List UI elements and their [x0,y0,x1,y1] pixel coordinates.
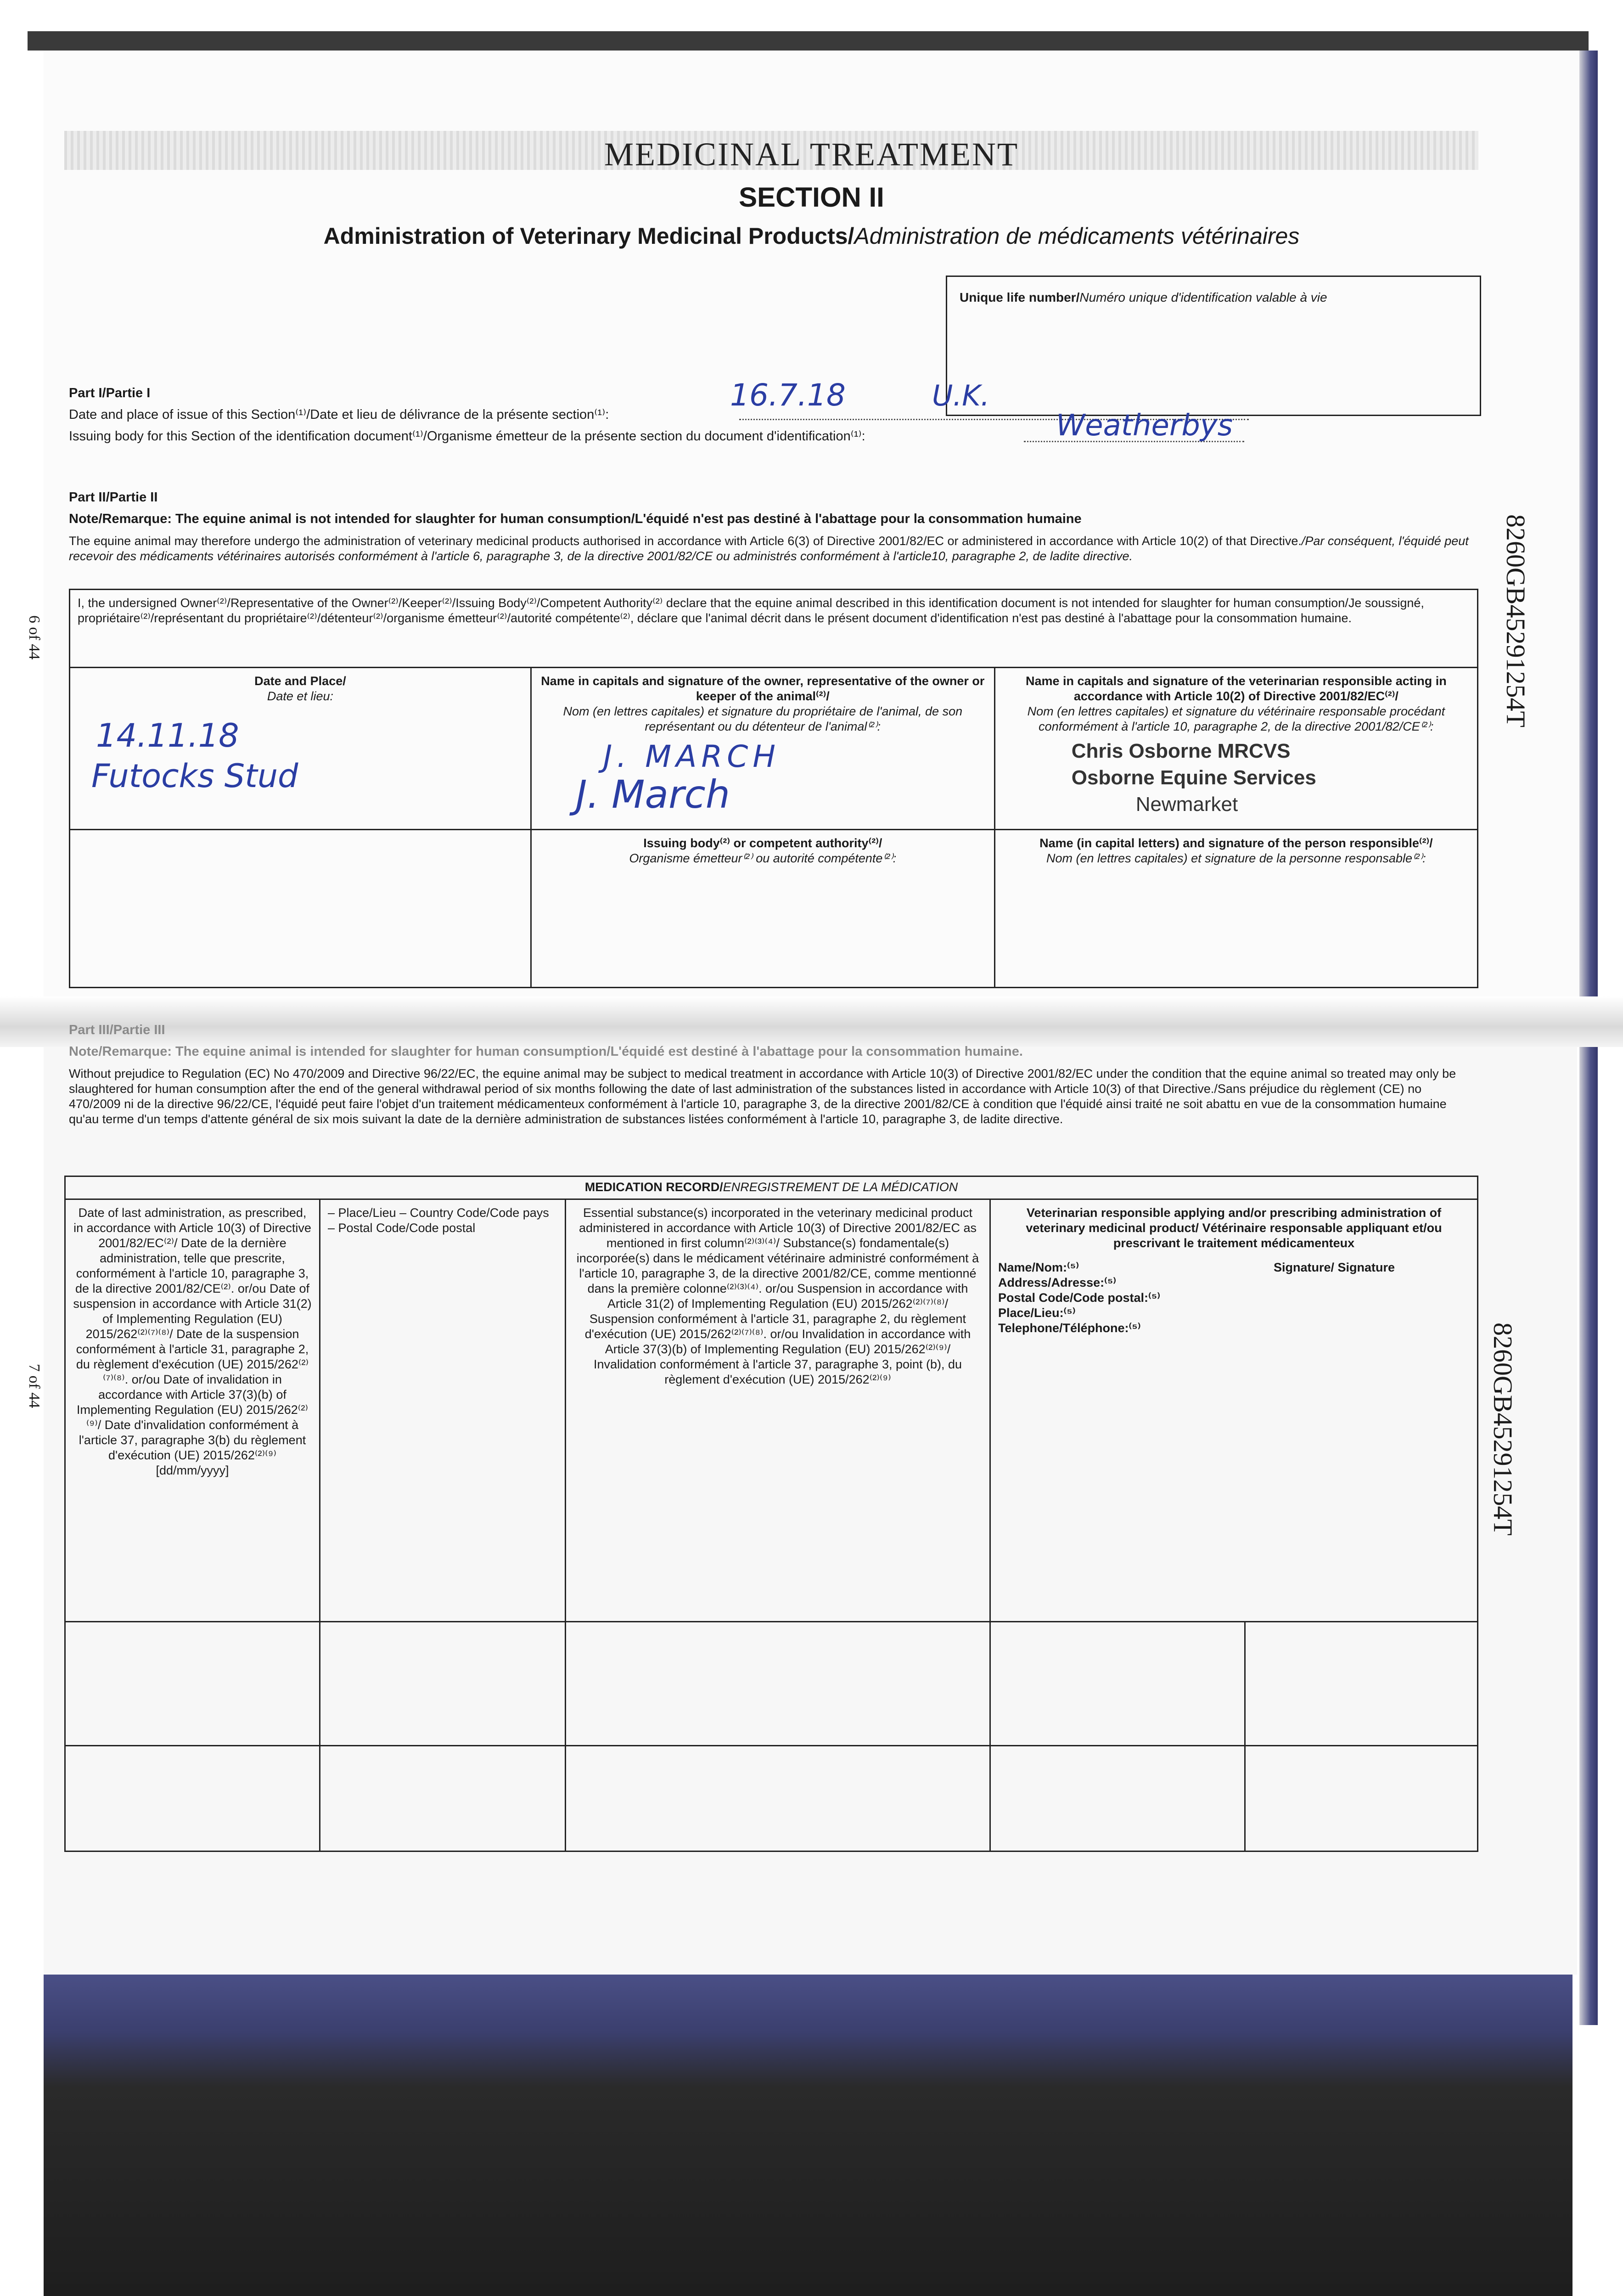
col1-header [78,674,523,704]
col2-en: Name in capitals and signature of the owner, representative of the owner or keeper of the animal⁽²⁾/ [541,674,985,703]
subtitle-en: Administration of Veterinary Medicinal Products/ [323,223,854,249]
col3-header [1003,674,1470,734]
page-number-lower: 7 of 44 [26,1364,43,1408]
part1-issuing-label: Issuing body for this Section of the identification document⁽¹⁾/Organisme émetteur de la présente section du document d'identification⁽¹⁾: [69,429,865,444]
med-vet-fields [998,1260,1274,1336]
med-title-fr: ENREGISTREMENT DE LA MÉDICATION [723,1180,958,1194]
med-entry-2-date[interactable] [65,1746,320,1851]
part2-paragraph-en: The equine animal may therefore undergo the administration of veterinary medicinal products authorised in accordance with Article 6(3) of Directive 2001/82/EC or administered in accordance with Article 10(2) of that Directive. [69,534,1302,548]
med-entry-2-place[interactable] [320,1746,566,1851]
part2-paragraph-fr: /Par conséquent, l'équidé peut recevoir des médicaments vétérinaires autorisés conformément à l'article 6, paragraphe 3, de la directive 2001/82/CE ou administrés conformément à l'article10, paragraphe 2, de ladite directive. [69,534,1469,563]
uln-label-en: Unique life number/ [960,290,1080,304]
col1-fr: Date et lieu: [267,689,333,703]
part2-heading: Part II/Partie II [69,490,158,505]
med-vet-signature-head: Signature/ Signature [1274,1261,1395,1274]
med-col-vet-head: Veterinarian responsible applying and/or prescribing administration of veterinary medicinal product/ Vétérinaire responsable appliquant et/ou prescrivant le traitement médicamenteux [1026,1206,1442,1250]
med-col-vet [990,1199,1478,1622]
med-col-vet-body [998,1260,1470,1336]
col2-fr: Nom (en lettres capitales) et signature du propriétaire de l'animal, de son représentant ou du détenteur de l'animal⁽²⁾: [563,704,963,733]
part1-hand-date: 16.7.18 [730,377,846,413]
unique-life-number-label [960,290,1465,305]
medication-record-title [65,1176,1478,1199]
part1-date-label: Date and place of issue of this Section⁽¹⁾/Date et lieu de délivrance de la présente section⁽¹⁾: [69,407,609,422]
scan-edge-bottom [44,1975,1572,2296]
row2-col3-en: Name (in capital letters) and signature of the person responsible⁽²⁾/ [1039,836,1433,850]
med-entry-2-substance[interactable] [566,1746,990,1851]
part2-declaration: I, the undersigned Owner⁽²⁾/Representative of the Owner⁽²⁾/Keeper⁽²⁾/Issuing Body⁽²⁾/Competent Authority⁽²⁾ declare that the equine animal described in this identification document is not intended for slaughter for human consumption/Je soussigné, propriétaire⁽²⁾/représentant du propriétaire⁽²⁾/détenteur⁽²⁾/organisme émetteur⁽²⁾/autorité compétente⁽²⁾, déclare que l'animal décrit dans le présent document d'identification n'est pas destiné à l'abattage pour la consommation humaine. [70,590,1478,668]
uln-label-fr: Numéro unique d'identification valable à vie [1079,290,1327,304]
row2-col3-fr: Nom (en lettres capitales) et signature de la personne responsable⁽²⁾: [1046,851,1426,866]
issuing-body-cell[interactable] [531,830,994,988]
med-entry-1-vet[interactable] [990,1622,1245,1746]
part2-note: Note/Remarque: The equine animal is not intended for slaughter for human consumption/L'équidé n'est pas destiné à l'abattage pour la consommation humaine [69,512,1082,526]
scan-edge-top [28,31,1589,51]
med-col-date: Date of last administration, as prescribed, in accordance with Article 10(3) of Directive 2001/82/EC⁽²⁾/ Date de la dernière administration, telle que prescrite, conformément à l'article 10, paragraphe 3, de la directive 2001/82/CE⁽²⁾. or/ou Date of suspension in accordance with Article 31(2) of Implementing Regulation (EU) 2015/262⁽²⁾⁽⁷⁾⁽⁸⁾/ Date de la suspension conformément à l'article 31, paragraphe 2, du règlement d'exécution (UE) 2015/262⁽²⁾⁽⁷⁾⁽⁸⁾. or/ou Date of invalidation in accordance with Article 37(3)(b) of Implementing Regulation (EU) 2015/262⁽²⁾⁽⁹⁾/ Date d'invalidation conformément à l'article 37, paragraphe 3(b) du règlement d'exécution (UE) 2015/262⁽²⁾⁽⁹⁾ [dd/mm/yyyy] [65,1199,320,1622]
med-entry-2-vet[interactable] [990,1746,1245,1851]
med-vet-field-telephone: Telephone/Téléphone:⁽⁵⁾ [998,1321,1141,1335]
col1-en: Date and Place/ [254,674,346,688]
med-vet-field-address: Address/Adresse:⁽⁵⁾ [998,1276,1117,1289]
part1-heading: Part I/Partie I [69,386,151,400]
hand-date-owner: 14.11.18 [96,716,239,754]
vet-stamp-town: Newmarket [1135,793,1238,816]
part2-declaration-table [69,589,1478,988]
med-vet-field-place: Place/Lieu:⁽⁵⁾ [998,1306,1076,1320]
code-lower: 8260GB45291254T [1488,1322,1518,1536]
med-col-substance: Essential substance(s) incorporated in the veterinary medicinal product administered in accordance with Article 10(3) of Directive 2001/82/EC as mentioned in first column⁽²⁾⁽³⁾⁽⁴⁾/ Substance(s) fondamentale(s) incorporée(s) dans le médicament vétérinaire administré conformément à l'article 10, paragraphe 3, de la directive 2001/82/CE, comme mentionné dans la première colonne⁽²⁾⁽³⁾⁽⁴⁾. or/ou Suspension in accordance with Article 31(2) of Implementing Regulation (EU) 2015/262⁽²⁾⁽⁷⁾⁽⁸⁾/ Suspension conformément à l'article 31, paragraphe 2, du règlement d'exécution (UE) 2015/262⁽²⁾⁽⁷⁾⁽⁸⁾. or/ou Invalidation in accordance with Article 37(3)(b) of Implementing Regulation (EU) 2015/262⁽²⁾⁽⁹⁾/ Invalidation conformément à l'article 37, paragraphe 3, point (b), du règlement d'exécution (UE) 2015/262⁽²⁾⁽⁹⁾ [566,1199,990,1622]
owner-signature-cell[interactable] [531,667,994,830]
col3-en: Name in capitals and signature of the veterinarian responsible acting in accordance with Article 10(2) of Directive 2001/82/EC⁽²⁾/ [1026,674,1447,703]
col3-fr: Nom (en lettres capitales) et signature du vétérinaire responsable procédant conformément à l'article 10, paragraphe 2, de la directive 2001/82/CE⁽²⁾: [1027,704,1445,733]
main-title: MEDICINAL TREATMENT [604,136,1019,173]
owner-signature: J. March [575,771,730,817]
vet-signature-cell[interactable] [994,667,1477,830]
med-vet-field-postal: Postal Code/Code postal:⁽⁵⁾ [998,1291,1160,1305]
part3-paragraph: Without prejudice to Regulation (EC) No 470/2009 and Directive 96/22/EC, the equine animal may be subject to medical treatment in accordance with Article 10(3) of Directive 2001/82/EC under the condition that the equine animal so treated may only be slaughtered for human consumption after the end of the general withdrawal period of six months following the date of last administration of the substances listed in accordance with Article 10(3) of that Directive./Sans préjudice du règlement (CE) no 470/2009 ni de la directive 96/22/CE, l'équidé peut faire l'objet d'un traitement médicamenteux conformément à l'article 10, paragraphe 3, de la directive 2001/82/CE à condition que l'équidé ainsi traité ne soit abattu en vue de la consommation humaine qu'au terme d'un temps d'attente général de six mois suivant la date de la dernière administration de substances listées conformément à l'article 10, paragraphe 3, de ladite directive. [69,1067,1456,1126]
part3-heading: Part III/Partie III [69,1023,165,1037]
med-title-en: MEDICATION RECORD/ [584,1180,723,1194]
vet-stamp-company: Osborne Equine Services [1071,766,1316,789]
med-entry-1-place[interactable] [320,1622,566,1746]
hand-owner-name: J. MARCH [603,738,780,774]
book-spine [0,996,1623,1047]
person-responsible-cell[interactable] [994,830,1477,988]
med-col-place: – Place/Lieu – Country Code/Code pays – Postal Code/Code postal [320,1199,566,1622]
med-vet-field-name: Name/Nom:⁽⁵⁾ [998,1261,1079,1274]
med-entry-1-substance[interactable] [566,1622,990,1746]
med-entry-2-signature[interactable] [1245,1746,1478,1851]
subtitle-fr: Administration de médicaments vétérinaires [854,223,1300,249]
hand-place-owner: Futocks Stud [91,757,298,795]
row2-col2-fr: Organisme émetteur⁽²⁾ ou autorité compétente⁽²⁾: [629,851,897,866]
medication-record-table [64,1176,1478,1852]
med-entry-1-date[interactable] [65,1622,320,1746]
part2-paragraph [69,534,1478,564]
page-number-upper: 6 of 44 [26,615,43,660]
vet-stamp [1072,738,1470,818]
col2-header [539,674,987,734]
part1-hand-place: U.K. [932,379,990,412]
section-title: SECTION II [739,182,884,213]
date-place-cell[interactable] [70,667,531,830]
subtitle [0,223,1623,249]
part3-note: Note/Remarque: The equine animal is intended for slaughter for human consumption/L'équidé est destiné à l'abattage pour la consommation humaine. [69,1044,1023,1059]
part1-hand-issuer: Weatherbys [1056,409,1233,443]
vet-stamp-name: Chris Osborne MRCVS [1071,739,1291,762]
empty-cell-row2[interactable] [70,830,531,988]
row2-col2-en: Issuing body⁽²⁾ or competent authority⁽²⁾/ [643,836,882,850]
code-upper: 8260GB45291254T [1501,514,1531,727]
med-entry-1-signature[interactable] [1245,1622,1478,1746]
